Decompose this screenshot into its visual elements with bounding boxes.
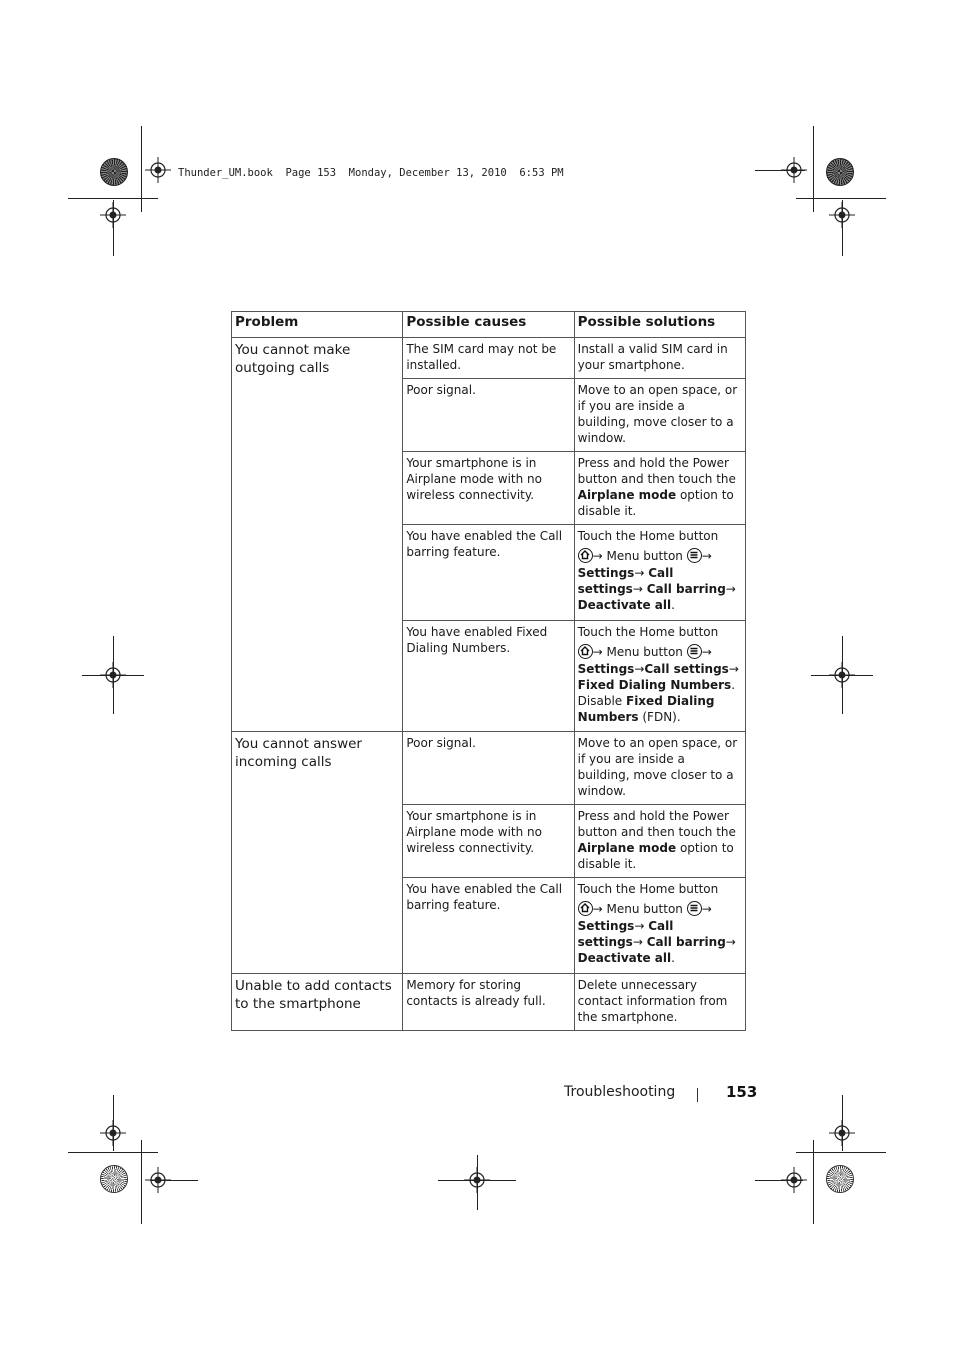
fdn-label: Fixed Dialing Numbers (577, 694, 715, 724)
call-settings-label: Call settings (577, 919, 674, 949)
footer-section-title: Troubleshooting (564, 1084, 676, 1100)
problem-cell: You cannot make outgoing calls (232, 338, 403, 732)
crop-line (150, 1180, 198, 1181)
header-problem: Problem (232, 312, 403, 338)
settings-label: Settings (577, 919, 635, 933)
airplane-mode-label: Airplane mode (577, 841, 677, 855)
nav-path: → Menu button → (578, 644, 740, 660)
solution-cell: Touch the Home button → Menu button → Settings→ Call settings→ Call barring→ Deactivate all. (574, 878, 745, 974)
table-header-row (232, 312, 746, 338)
cause-cell: You have enabled the Call barring feature. (403, 525, 574, 621)
solution-text: Touch the Home button (577, 529, 719, 543)
crop-line (796, 198, 886, 199)
solution-cell: Touch the Home button → Menu button → Settings→Call settings→ Fixed Dialing Numbers. Disable Fixed Dialing Numbers (FDN). (574, 621, 745, 732)
settings-label: Settings (577, 662, 635, 676)
call-barring-label: Call barring (646, 935, 726, 949)
solution-text: Press and hold the Power button and then touch the (577, 456, 736, 486)
solution-text: Press and hold the Power button and then touch the (577, 809, 736, 839)
color-disc-icon (826, 1165, 854, 1193)
solution-cell: Move to an open space, or if you are inside a building, move closer to a window. (574, 379, 745, 452)
solution-text: option to disable it. (577, 488, 734, 518)
solution-text: option to disable it. (577, 841, 734, 871)
problem-cell: Unable to add contacts to the smartphone (232, 974, 403, 1031)
color-disc-icon (826, 158, 854, 186)
crop-line (811, 675, 873, 676)
crop-line (796, 1152, 886, 1153)
cause-cell: Poor signal. (403, 732, 574, 805)
color-disc-icon (100, 158, 128, 186)
solution-cell (574, 452, 745, 525)
crop-line (477, 1155, 478, 1210)
solution-cell (574, 805, 745, 878)
crop-line (813, 126, 814, 212)
solution-text: Touch the Home button (577, 882, 719, 896)
registration-mark-icon (145, 157, 171, 183)
menu-icon (687, 548, 702, 563)
table-row (232, 732, 746, 805)
cause-cell: Poor signal. (403, 379, 574, 452)
page-number: 153 (726, 1083, 758, 1101)
crop-line (755, 170, 805, 171)
crop-line (842, 1095, 843, 1151)
settings-label: Settings (577, 566, 635, 580)
crop-line (113, 200, 114, 256)
crop-line (842, 200, 843, 256)
crop-line (755, 1180, 803, 1181)
color-disc-icon (100, 1165, 128, 1193)
call-settings-label: Call settings (577, 566, 674, 596)
crop-line (113, 1095, 114, 1151)
troubleshooting-table (231, 311, 746, 1031)
cause-cell: The SIM card may not be installed. (403, 338, 574, 379)
cause-cell: Your smartphone is in Airplane mode with no wireless connectivity. (403, 805, 574, 878)
solution-cell: Touch the Home button → Menu button → Settings→ Call settings→ Call barring→ Deactivate all. (574, 525, 745, 621)
footer-divider (697, 1088, 698, 1102)
cause-cell: You have enabled Fixed Dialing Numbers. (403, 621, 574, 732)
solution-cell: Delete unnecessary contact information from the smartphone. (574, 974, 745, 1031)
problem-cell: You cannot answer incoming calls (232, 732, 403, 974)
cause-cell: Your smartphone is in Airplane mode with no wireless connectivity. (403, 452, 574, 525)
nav-path: → Menu button → (578, 548, 740, 564)
crop-line (141, 126, 142, 212)
crop-line (813, 1140, 814, 1224)
crop-line (82, 675, 144, 676)
home-icon (578, 644, 593, 659)
solution-cell: Move to an open space, or if you are inside a building, move closer to a window. (574, 732, 745, 805)
header-solutions: Possible solutions (574, 312, 745, 338)
call-settings-label: Call settings (644, 662, 729, 676)
deactivate-all-label: Deactivate all (577, 598, 672, 612)
crop-line (68, 198, 158, 199)
table-row (232, 338, 746, 379)
menu-icon (687, 644, 702, 659)
call-barring-label: Call barring (646, 582, 726, 596)
home-icon (578, 901, 593, 916)
menu-icon (687, 901, 702, 916)
solution-cell: Install a valid SIM card in your smartphone. (574, 338, 745, 379)
home-icon (578, 548, 593, 563)
solution-text: Touch the Home button (577, 625, 719, 639)
print-slug: Thunder_UM.book Page 153 Monday, December 13, 2010 6:53 PM (178, 167, 564, 179)
crop-line (141, 1140, 142, 1224)
table-row (232, 974, 746, 1031)
crop-line (68, 1152, 158, 1153)
fdn-label: Fixed Dialing Numbers (577, 678, 732, 692)
header-causes: Possible causes (403, 312, 574, 338)
airplane-mode-label: Airplane mode (577, 488, 677, 502)
deactivate-all-label: Deactivate all (577, 951, 672, 965)
cause-cell: Memory for storing contacts is already full. (403, 974, 574, 1031)
nav-path: → Menu button → (578, 901, 740, 917)
cause-cell: You have enabled the Call barring feature. (403, 878, 574, 974)
